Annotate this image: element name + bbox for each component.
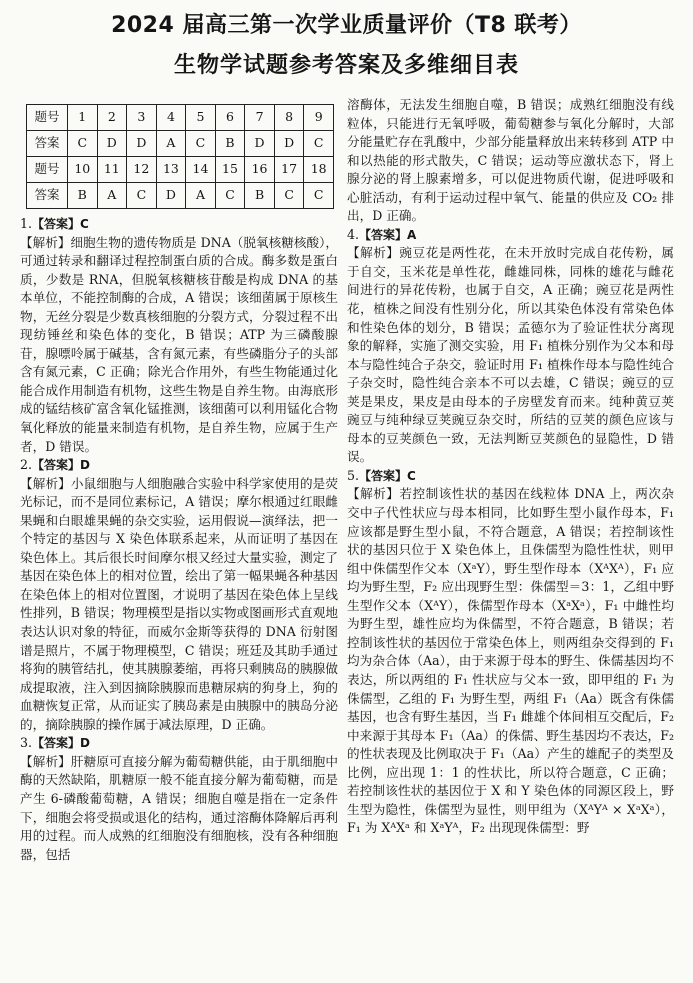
table-cell: C — [127, 183, 157, 209]
table-cell: D — [127, 131, 157, 157]
table-row — [27, 105, 334, 131]
explanation-paragraph: 【解析】细胞生物的遗传物质是 DNA（脱氧核糖核酸），可通过转录和翻译过程控制蛋白质的合成。酶多数是蛋白质，少数是 RNA，但脱氧核糖核苷酸是构成 DNA 的基本单位，不能控制酶的合成，A 错误；该细菌属于原核生物，无丝分裂是少数真核细胞的分裂方式，分裂过程不出现纺锤丝和染色体的变化，B 错误；ATP 为三磷酸腺苷，腺嘌呤属于碱基，含有氮元素，有些磷脂分子的头部含有氮元素，C 正确；除光合作用外，有些生物能通过化能合成作用制造有机物，这些生物是自养生物。由海底形成的锰结核矿富含氧化锰推测，该细菌可以利用锰化合物氧化释放的能量来制造有机物，是自养生物，应属于生产者，D 错误。 — [20, 234, 338, 454]
table-cell: 15 — [215, 157, 245, 183]
table-cell: 10 — [68, 157, 98, 183]
table-cell: D — [97, 131, 127, 157]
table-row-header: 题号 — [27, 105, 68, 131]
table-cell: 9 — [304, 105, 334, 131]
left-column — [20, 100, 338, 864]
question-answer-line — [20, 215, 338, 234]
table-cell: 13 — [156, 157, 186, 183]
table-cell: 4 — [156, 105, 186, 131]
table-cell: B — [68, 183, 98, 209]
question-answer-line — [20, 456, 338, 475]
table-cell: 7 — [245, 105, 275, 131]
table-cell: B — [245, 183, 275, 209]
left-column-content — [20, 215, 338, 864]
table-cell: 2 — [97, 105, 127, 131]
table-cell: C — [274, 183, 304, 209]
question-number: 4. — [347, 226, 360, 242]
table-cell: A — [186, 183, 216, 209]
table-cell: 3 — [127, 105, 157, 131]
explanation-paragraph: 溶酶体，无法发生细胞自噬，B 错误；成熟红细胞没有线粒体，只能进行无氧呼吸，葡萄糖参与氧化分解时，大部分能量贮存在乳酸中，少部分能量释放出来转移到 ATP 中和以热能的形式散失，C 错误；运动等应激状态下，肾上腺分泌的肾上腺素增多，可以促进物质代谢，促进呼吸和心脏活动，有利于运动过程中氧气、能量的供应及 CO₂ 排出，D 正确。 — [347, 97, 674, 224]
page-subtitle: 生物学试题参考答案及多维细目表 — [173, 53, 519, 78]
question-answer-line — [347, 226, 674, 245]
question-answer-line — [347, 467, 674, 486]
table-cell: 14 — [186, 157, 216, 183]
table-cell: C — [304, 183, 334, 209]
table-cell: 17 — [274, 157, 304, 183]
table-cell: 11 — [97, 157, 127, 183]
table-row-header: 题号 — [27, 157, 68, 183]
answer-key: 【答案】A — [359, 227, 417, 242]
table-cell: D — [245, 131, 275, 157]
table-row — [27, 131, 334, 157]
table-row — [27, 183, 334, 209]
question-number: 2. — [20, 457, 33, 473]
explanation-paragraph: 【解析】豌豆花是两性花，在未开放时完成自花传粉，属于自交，玉米花是单性花，雌雄同株，同株的雄花与雌花间进行的异花传粉，也属于自交，A 正确；豌豆花是两性花，植株之间没有性别分化，所以其染色体没有常染色体和性染色体的划分，B 错误；孟德尔为了验证性状分离现象的解释，实施了测交实验，用 F₁ 植株分别作为父本和母本与隐性纯合子杂交，验证时用 F₁ 植株作母本与隐性纯合子杂交时，隐性纯合亲本不可以去雄，C 错误；豌豆的豆荚是果皮，果皮是由母本的子房壁发育而来。纯种黄豆荚豌豆与纯种绿豆荚豌豆杂交时，所结的豆荚的颜色应该与母本的豆荚颜色一致，无法判断豆荚颜色的显隐性，D 错误。 — [347, 245, 674, 465]
table-row-header: 答案 — [27, 131, 68, 157]
question-number: 5. — [347, 467, 360, 483]
table-cell: C — [186, 131, 216, 157]
table-cell: 12 — [127, 157, 157, 183]
table-row-header: 答案 — [27, 183, 68, 209]
table-cell: 16 — [245, 157, 275, 183]
answer-key: 【答案】D — [32, 736, 90, 751]
answer-key: 【答案】C — [359, 468, 416, 483]
table-cell: C — [215, 183, 245, 209]
table-cell: D — [274, 131, 304, 157]
table-row — [27, 157, 334, 183]
table-cell: 1 — [68, 105, 98, 131]
table-cell: C — [304, 131, 334, 157]
table-cell: A — [156, 131, 186, 157]
table-cell: C — [68, 131, 98, 157]
explanation-paragraph: 【解析】小鼠细胞与人细胞融合实验中科学家使用的是荧光标记，而不是同位素标记，A 错误；摩尔根通过红眼雌果蝇和白眼雄果蝇的杂交实验，运用假说—演绎法，把一个特定的基因与 X 染色体联系起来，从而证明了基因在染色体上。其后很长时间摩尔根又经过大量实验，测定了基因在染色体上的相对位置，绘出了第一幅果蝇各种基因在染色体上的相对位置图，才说明了基因在染色体上呈线性排列，B 错误；物理模型是指以实物或图画形式直观地表达认识对象的特征，而威尔金斯等获得的 DNA 衍射图谱是照片，不属于物理模型，C 错误；班廷及其助手通过将狗的胰管结扎，使其胰腺萎缩，再将只剩胰岛的胰腺做成提取液，注入到因摘除胰腺而患糖尿病的狗身上，狗的血糖恢复正常，从而证实了胰岛素是由胰腺中的胰岛分泌的，摘除胰腺的操作属于减法原理，D 正确。 — [20, 475, 338, 732]
page-title: 2024 届高三第一次学业质量评价（T8 联考） — [111, 13, 582, 38]
right-column — [347, 96, 674, 838]
answer-key: 【答案】D — [32, 458, 90, 473]
explanation-paragraph: 【解析】肝糖原可直接分解为葡萄糖供能，由于肌细胞中酶的天然缺陷，肌糖原一般不能直接分解为葡萄糖，而是产生 6-磷酸葡萄糖，A 错误；细胞自噬是指在一定条件下，细胞会将受损或退化的结构，通过溶酶体降解后再利用的过程。而人成熟的红细胞没有细胞核，没有各种细胞器，包括 — [20, 753, 338, 862]
table-cell: D — [156, 183, 186, 209]
question-number: 1. — [20, 216, 33, 231]
table-cell: 6 — [215, 105, 245, 131]
table-cell: A — [97, 183, 127, 209]
table-cell: 8 — [274, 105, 304, 131]
right-column-content — [347, 96, 674, 838]
question-answer-line — [20, 734, 338, 753]
answer-key: 【答案】C — [32, 217, 89, 231]
question-number: 3. — [20, 735, 33, 751]
table-cell: 5 — [186, 105, 216, 131]
table-cell: B — [215, 131, 245, 157]
answer-table — [26, 104, 334, 209]
table-cell: 18 — [304, 157, 334, 183]
explanation-paragraph: 【解析】若控制该性状的基因在线粒体 DNA 上，两次杂交中子代性状应与母本相同，比如野生型小鼠作母本，F₁ 应该都是野生型小鼠，不符合题意，A 错误；若控制该性状的基因只位于 X 染色体上，且侏儒型为隐性性状，则甲组中侏儒型作父本（XᵃY），野生型作母本（XᴬXᴬ），F₁ 应均为野生型，F₂ 应出现野生型：侏儒型＝3：1，乙组中野生型作父本（XᴬY），侏儒型作母本（XᵃXᵃ），F₁ 中雌性均为野生型，雄性应均为侏儒型，不符合题意，B 错误；若控制该性状的基因位于常染色体上，则两组杂交得到的 F₁ 均为杂合体（Aa），由于来源于母本的野生、侏儒基因均不表达，所以两组的 F₁ 性状应与父本一致，即甲组的 F₁ 为侏儒型，乙组的 F₁ 为野生型，两组 F₁（Aa）既含有侏儒基因，也含有野生基因，当 F₁ 雌雄个体间相互交配后，F₂ 中来源于其母本 F₁（Aa）的侏儒、野生基因均不表达，F₂ 的性状表现及比例取决于 F₁（Aa）产生的雄配子的类型及比例，应出现 1：1 的性状比，所以符合题意，C 正确；若控制该性状的基因位于 X 和 Y 染色体的同源区段上，野生型为隐性，侏儒型为显性，则甲组为（XᴬYᴬ × XᵃXᵃ），F₁ 为 XᴬXᵃ 和 XᵃYᴬ，F₂ 出现现侏儒型：野 — [347, 486, 674, 836]
